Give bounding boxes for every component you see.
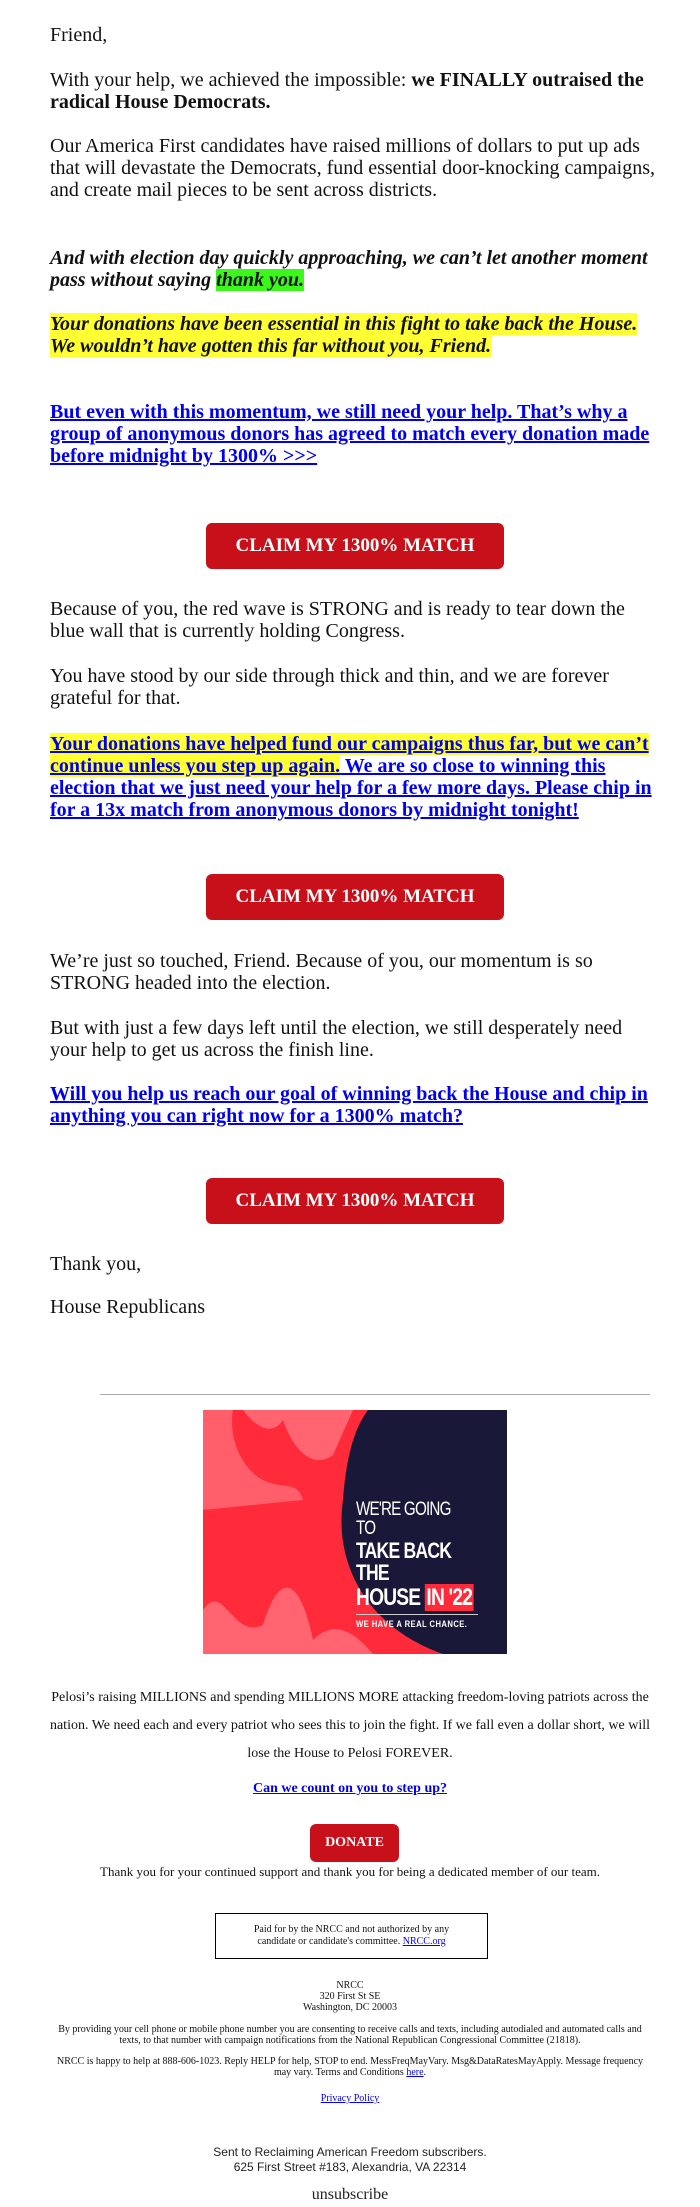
donate-button[interactable]: DONATE [310,1824,399,1862]
paragraph-touched: We’re just so touched, Friend. Because of you, our momentum is so STRONG headed into the election. [50,950,593,994]
sender-info: Sent to Reclaiming American Freedom subscribers. 625 First Street #183, Alexandria, VA 22314 [213,2145,487,2174]
chip-in-link-paragraph [50,733,660,821]
privacy-policy-link[interactable]: Privacy Policy [320,2093,380,2104]
unsubscribe-link[interactable]: unsubscribe [311,2186,389,2203]
paragraph-red-wave: Because of you, the red wave is STRONG and is ready to tear down the blue wall that is currently holding Congress. [50,598,625,642]
banner-text: WE'RE GOING TO TAKE BACK THE HOUSE IN '22 WE HAVE A REAL CHANCE. [356,1500,496,1629]
divider [100,1394,650,1395]
nrcc-address: NRCC 320 First St SE Washington, DC 20003 [303,1980,397,2013]
claim-match-button-2[interactable]: CLAIM MY 1300% MATCH [206,874,504,920]
help-text: NRCC is happy to help at 888-606-1023. Reply HELP for help, STOP to end. MessFreqMayVary. Msg&DataRatesMayApply. Message frequency may vary. Terms and Conditions here. [56,2056,644,2078]
match-link-paragraph [50,401,660,467]
pelosi-paragraph: Pelosi’s raising MILLIONS and spending MILLIONS MORE attacking freedom-loving patriots across the nation. We need each and every patriot who sees this to join the fight. If we fall even a dollar short, we will lose the House to Pelosi FOREVER. [49,1690,651,1761]
count-on-you-link[interactable]: Can we count on you to step up? [252,1781,448,1796]
thanks-text: Thank you for your continued support and thank you for being a dedicated member of our team. [100,1864,600,1879]
goal-link-paragraph [50,1083,660,1127]
match-link[interactable]: But even with this momentum, we still need your help. That’s why a group of anonymous donors has agreed to match every donation made before midnight by 1300% >>> [50,401,650,467]
paragraph-finish-line: But with just a few days left until the election, we still desperately need your help to get us across the finish line. [50,1017,623,1061]
paragraph-achievement: With your help, we achieved the impossible: we FINALLY outraised the radical House Democrats. [50,69,644,113]
take-back-house-banner[interactable] [203,1410,507,1654]
signature: House Republicans [50,1296,205,1318]
greeting: Friend, [50,24,108,46]
signoff: Thank you, [50,1253,142,1275]
terms-here-link[interactable]: here [406,2067,424,2078]
goal-link[interactable]: Will you help us reach our goal of winning back the House and chip in anything you can right now for a 1300% match? [50,1083,648,1127]
paid-for-disclaimer: Paid for by the NRCC and not authorized by any candidate or candidate's committee. NRCC.org [215,1913,488,1959]
paragraph-thank-you: And with election day quickly approaching, we can’t let another moment pass without saying thank you. [50,247,648,291]
paragraph-donations: Your donations have been essential in this fight to take back the House. We wouldn’t have gotten this far without you, Friend. [50,313,638,357]
count-link-wrap [40,1781,660,1797]
privacy-wrap [40,2093,660,2104]
claim-match-button-3[interactable]: CLAIM MY 1300% MATCH [206,1178,504,1224]
chip-in-link[interactable]: Your donations have helped fund our campaigns thus far, but we can’t continue unless you step up again. We are so close to winning this election that we just need your help for a few more days. Please chip in for a 13x match from anonymous donors by midnight tonight! [50,733,652,821]
paragraph-candidates: Our America First candidates have raised millions of dollars to put up ads that will devastate the Democrats, fund essential door-knocking campaigns, and create mail pieces to be sent across districts. [50,135,655,201]
paragraph-grateful: You have stood by our side through thick and thin, and we are forever grateful for that. [50,665,609,709]
nrcc-link[interactable]: NRCC.org [402,1936,446,1947]
consent-text: By providing your cell phone or mobile phone number you are consenting to receive calls and texts, including autodialed and automated calls and texts, to that number with campaign notifications from the National Republican Congressional Committee (21818). [58,2024,642,2046]
claim-match-button-1[interactable]: CLAIM MY 1300% MATCH [206,523,504,569]
